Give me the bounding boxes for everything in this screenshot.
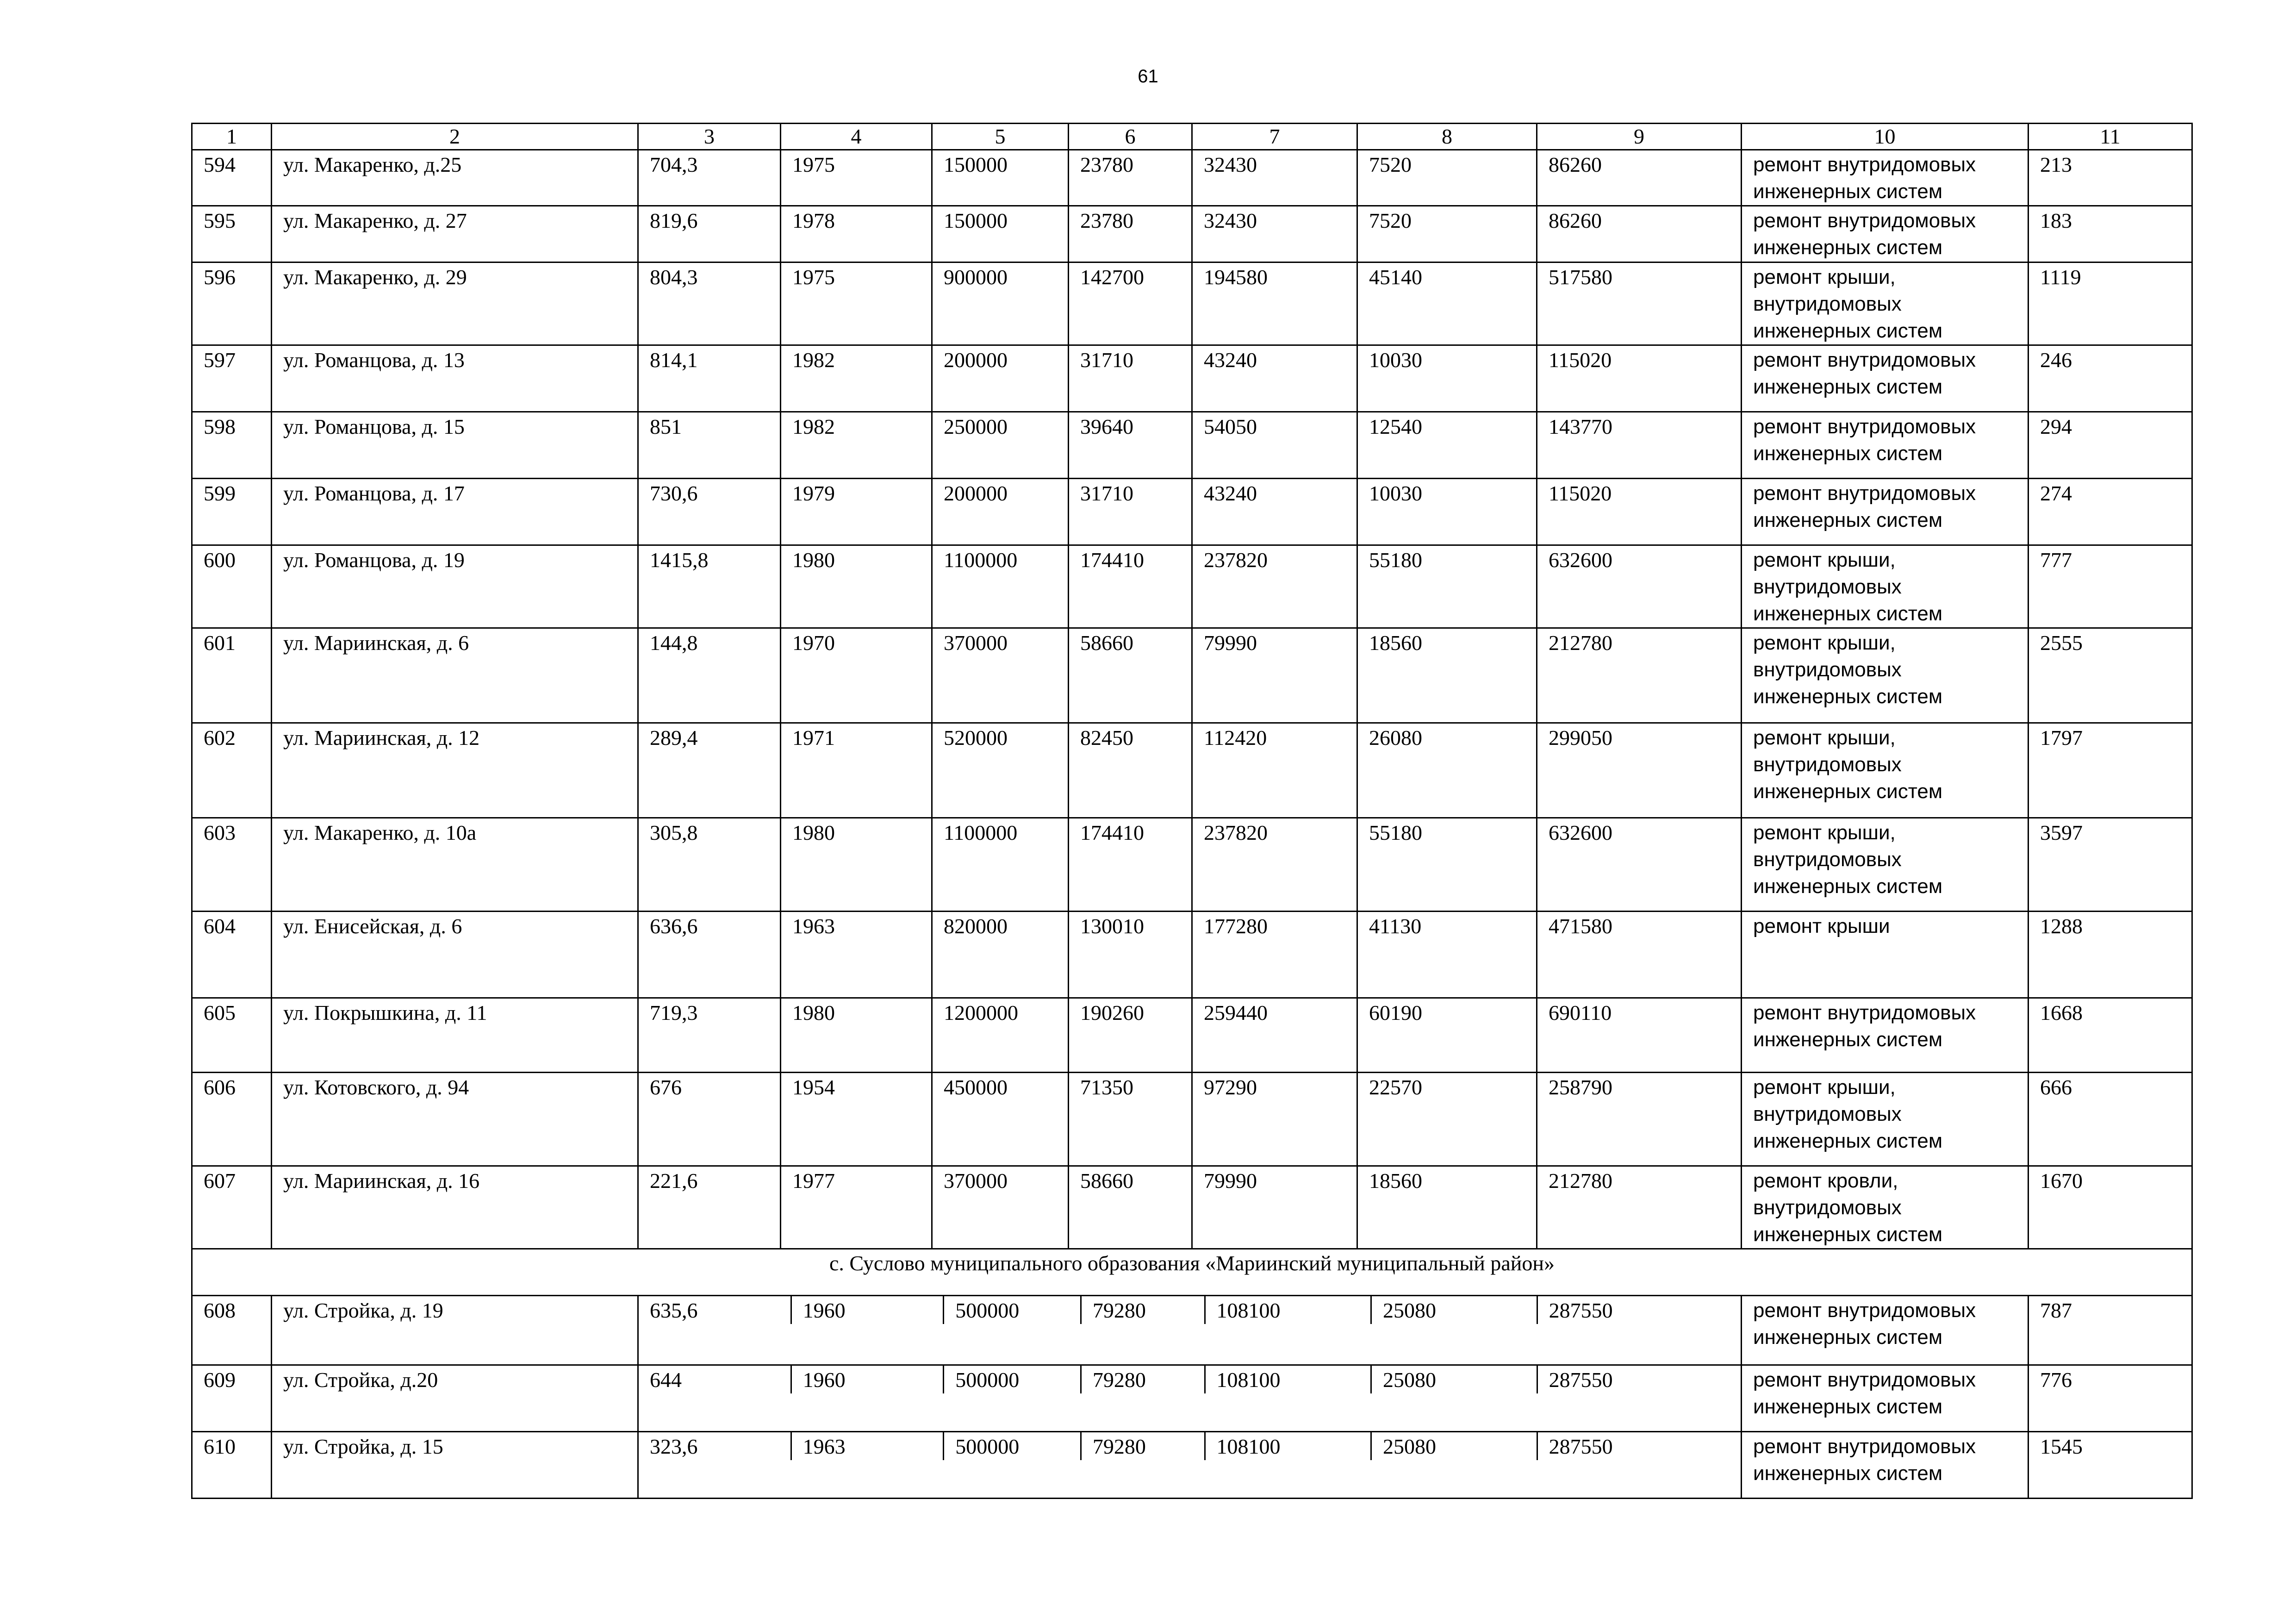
row-number: 609 — [192, 1365, 272, 1432]
cost-col-7: 112420 — [1192, 723, 1357, 818]
table-row — [192, 998, 2192, 1073]
cost-col-6: 58660 — [1069, 1166, 1192, 1249]
area: 851 — [638, 412, 781, 479]
year: 1977 — [781, 1166, 932, 1249]
row-number: 596 — [192, 262, 272, 345]
work-type: ремонт кровли, внутридомовых инженерных систем — [1742, 1166, 2028, 1249]
cost-col-9: 115020 — [1537, 479, 1742, 545]
work-type: ремонт внутридомовых инженерных систем — [1742, 1365, 2028, 1432]
cost-col-6: 23780 — [1069, 150, 1192, 206]
work-type: ремонт внутридомовых инженерных систем — [1742, 479, 2028, 545]
area: 636,6 — [638, 912, 781, 998]
row-number: 598 — [192, 412, 272, 479]
year: 1980 — [781, 818, 932, 912]
address: ул. Романцова, д. 19 — [272, 545, 638, 628]
cost-col-7: 194580 — [1192, 262, 1357, 345]
cost-col-6: 39640 — [1069, 412, 1192, 479]
work-type: ремонт крыши, внутридомовых инженерных систем — [1742, 723, 2028, 818]
cost-col-7: 237820 — [1192, 545, 1357, 628]
work-type: ремонт внутридомовых инженерных систем — [1742, 1432, 2028, 1499]
column-header: 5 — [932, 124, 1069, 150]
cost-col-9: 471580 — [1537, 912, 1742, 998]
work-type: ремонт крыши, внутридомовых инженерных систем — [1742, 1073, 2028, 1166]
address: ул. Макаренко, д. 29 — [272, 262, 638, 345]
address: ул. Енисейская, д. 6 — [272, 912, 638, 998]
row-number: 600 — [192, 545, 272, 628]
cost-col-8: 45140 — [1357, 262, 1537, 345]
cost-col-6: 174410 — [1069, 545, 1192, 628]
cost-col-9: 632600 — [1537, 545, 1742, 628]
cost-total: 370000 — [932, 628, 1069, 723]
cost-col-8: 55180 — [1357, 545, 1537, 628]
row-number: 607 — [192, 1166, 272, 1249]
table-row — [192, 628, 2192, 723]
cost-total: 200000 — [932, 345, 1069, 412]
section-title: с. Суслово муниципального образования «Мариинский муниципальный район» — [192, 1249, 2192, 1296]
table-row — [192, 412, 2192, 479]
year: 1963 — [792, 1432, 945, 1460]
year: 1980 — [781, 545, 932, 628]
cost-total: 820000 — [932, 912, 1069, 998]
values-group — [638, 1432, 1742, 1499]
table-row — [192, 818, 2192, 912]
row-number: 604 — [192, 912, 272, 998]
row-number: 606 — [192, 1073, 272, 1166]
cost-total: 500000 — [944, 1432, 1082, 1460]
cost-col-7: 43240 — [1192, 345, 1357, 412]
cost-col-9: 690110 — [1537, 998, 1742, 1073]
col-11-value: 2555 — [2028, 628, 2192, 723]
area: 814,1 — [638, 345, 781, 412]
work-type: ремонт крыши, внутридомовых инженерных систем — [1742, 545, 2028, 628]
cost-col-8: 60190 — [1357, 998, 1537, 1073]
column-header: 10 — [1742, 124, 2028, 150]
cost-col-9: 86260 — [1537, 150, 1742, 206]
cost-col-9: 299050 — [1537, 723, 1742, 818]
col-11-value: 294 — [2028, 412, 2192, 479]
cost-col-8: 7520 — [1357, 150, 1537, 206]
work-type: ремонт внутридомовых инженерных систем — [1742, 150, 2028, 206]
cost-col-9: 143770 — [1537, 412, 1742, 479]
col-11-value: 3597 — [2028, 818, 2192, 912]
column-header: 7 — [1192, 124, 1357, 150]
cost-col-6: 130010 — [1069, 912, 1192, 998]
cost-col-6: 79280 — [1082, 1366, 1206, 1393]
area: 704,3 — [638, 150, 781, 206]
address: ул. Стройка, д.20 — [272, 1365, 638, 1432]
column-header: 4 — [781, 124, 932, 150]
cost-col-6: 71350 — [1069, 1073, 1192, 1166]
table-row — [192, 912, 2192, 998]
cost-col-9: 287550 — [1549, 1299, 1613, 1322]
area: 804,3 — [638, 262, 781, 345]
row-number: 595 — [192, 206, 272, 262]
cost-col-7: 43240 — [1192, 479, 1357, 545]
work-type: ремонт внутридомовых инженерных систем — [1742, 206, 2028, 262]
address: ул. Романцова, д. 17 — [272, 479, 638, 545]
row-number: 608 — [192, 1296, 272, 1365]
col-11-value: 1668 — [2028, 998, 2192, 1073]
table-row — [192, 1296, 2192, 1365]
cost-col-7: 54050 — [1192, 412, 1357, 479]
column-header: 11 — [2028, 124, 2192, 150]
cost-total: 1100000 — [932, 545, 1069, 628]
cost-col-6: 79280 — [1082, 1296, 1206, 1324]
cost-total: 150000 — [932, 150, 1069, 206]
work-type: ремонт крыши, внутридомовых инженерных систем — [1742, 262, 2028, 345]
cost-col-9: 212780 — [1537, 628, 1742, 723]
area: 676 — [638, 1073, 781, 1166]
cost-col-8: 55180 — [1357, 818, 1537, 912]
column-header: 9 — [1537, 124, 1742, 150]
work-type: ремонт внутридомовых инженерных систем — [1742, 998, 2028, 1073]
area: 644 — [639, 1366, 792, 1393]
cost-col-7: 108100 — [1206, 1432, 1372, 1460]
cost-col-8: 41130 — [1357, 912, 1537, 998]
cost-col-7: 108100 — [1206, 1296, 1372, 1324]
cost-col-6: 142700 — [1069, 262, 1192, 345]
row-number: 597 — [192, 345, 272, 412]
year: 1960 — [792, 1366, 945, 1393]
cost-col-7: 108100 — [1206, 1366, 1372, 1393]
cost-col-9: 115020 — [1537, 345, 1742, 412]
cost-col-9: 258790 — [1537, 1073, 1742, 1166]
col-11-value: 1545 — [2028, 1432, 2192, 1499]
table-row — [192, 479, 2192, 545]
address: ул. Стройка, д. 15 — [272, 1432, 638, 1499]
year: 1975 — [781, 150, 932, 206]
cost-total: 370000 — [932, 1166, 1069, 1249]
table-row — [192, 262, 2192, 345]
cost-col-9: 212780 — [1537, 1166, 1742, 1249]
address: ул. Макаренко, д.25 — [272, 150, 638, 206]
row-number: 594 — [192, 150, 272, 206]
section-row — [192, 1249, 2192, 1296]
cost-total: 450000 — [932, 1073, 1069, 1166]
cost-col-6: 79280 — [1082, 1432, 1206, 1460]
cost-col-7: 79990 — [1192, 1166, 1357, 1249]
cost-total: 200000 — [932, 479, 1069, 545]
address: ул. Романцова, д. 13 — [272, 345, 638, 412]
cost-total: 1100000 — [932, 818, 1069, 912]
area: 221,6 — [638, 1166, 781, 1249]
work-type: ремонт крыши, внутридомовых инженерных систем — [1742, 628, 2028, 723]
work-type: ремонт крыши, внутридомовых инженерных систем — [1742, 818, 2028, 912]
address: ул. Мариинская, д. 16 — [272, 1166, 638, 1249]
cost-col-8: 22570 — [1357, 1073, 1537, 1166]
work-type: ремонт внутридомовых инженерных систем — [1742, 1296, 2028, 1365]
year: 1982 — [781, 412, 932, 479]
cost-total: 900000 — [932, 262, 1069, 345]
cost-col-8: 25080 — [1372, 1432, 1538, 1460]
col-11-value: 1119 — [2028, 262, 2192, 345]
address: ул. Мариинская, д. 6 — [272, 628, 638, 723]
col-11-value: 1288 — [2028, 912, 2192, 998]
table-row — [192, 1166, 2192, 1249]
cost-col-9: 632600 — [1537, 818, 1742, 912]
year: 1970 — [781, 628, 932, 723]
year: 1960 — [792, 1296, 945, 1324]
table-row — [192, 206, 2192, 262]
cost-col-8: 18560 — [1357, 1166, 1537, 1249]
cost-col-8: 12540 — [1357, 412, 1537, 479]
cost-col-7: 32430 — [1192, 150, 1357, 206]
table-row — [192, 1073, 2192, 1166]
cost-col-7: 237820 — [1192, 818, 1357, 912]
cost-col-6: 58660 — [1069, 628, 1192, 723]
year: 1971 — [781, 723, 932, 818]
cost-total: 1200000 — [932, 998, 1069, 1073]
table-row — [192, 723, 2192, 818]
address: ул. Романцова, д. 15 — [272, 412, 638, 479]
row-number: 610 — [192, 1432, 272, 1499]
col-11-value: 787 — [2028, 1296, 2192, 1365]
cost-total: 500000 — [944, 1366, 1082, 1393]
column-header: 6 — [1069, 124, 1192, 150]
row-number: 602 — [192, 723, 272, 818]
table-row — [192, 1432, 2192, 1499]
year: 1979 — [781, 479, 932, 545]
table-row — [192, 545, 2192, 628]
col-11-value: 776 — [2028, 1365, 2192, 1432]
col-11-value: 246 — [2028, 345, 2192, 412]
area: 1415,8 — [638, 545, 781, 628]
cost-col-6: 31710 — [1069, 345, 1192, 412]
cost-col-8: 10030 — [1357, 479, 1537, 545]
year: 1963 — [781, 912, 932, 998]
cost-col-6: 190260 — [1069, 998, 1192, 1073]
cost-col-6: 23780 — [1069, 206, 1192, 262]
cost-col-6: 31710 — [1069, 479, 1192, 545]
address: ул. Макаренко, д. 10а — [272, 818, 638, 912]
table-row — [192, 150, 2192, 206]
address: ул. Макаренко, д. 27 — [272, 206, 638, 262]
cost-col-6: 82450 — [1069, 723, 1192, 818]
table-row — [192, 345, 2192, 412]
col-11-value: 183 — [2028, 206, 2192, 262]
column-header: 3 — [638, 124, 781, 150]
address: ул. Стройка, д. 19 — [272, 1296, 638, 1365]
row-number: 603 — [192, 818, 272, 912]
cost-total: 500000 — [944, 1296, 1082, 1324]
col-11-value: 213 — [2028, 150, 2192, 206]
page-number: 61 — [1138, 66, 1158, 87]
column-header: 2 — [272, 124, 638, 150]
row-number: 605 — [192, 998, 272, 1073]
area: 730,6 — [638, 479, 781, 545]
cost-col-7: 32430 — [1192, 206, 1357, 262]
year: 1978 — [781, 206, 932, 262]
cost-col-7: 79990 — [1192, 628, 1357, 723]
year: 1982 — [781, 345, 932, 412]
cost-total: 150000 — [932, 206, 1069, 262]
cost-col-8: 26080 — [1357, 723, 1537, 818]
cost-col-8: 7520 — [1357, 206, 1537, 262]
table-row — [192, 1365, 2192, 1432]
col-11-value: 777 — [2028, 545, 2192, 628]
area: 289,4 — [638, 723, 781, 818]
area: 819,6 — [638, 206, 781, 262]
row-number: 599 — [192, 479, 272, 545]
work-type: ремонт крыши — [1742, 912, 2028, 998]
column-header: 1 — [192, 124, 272, 150]
year: 1975 — [781, 262, 932, 345]
cost-col-8: 25080 — [1372, 1296, 1538, 1324]
cost-col-8: 18560 — [1357, 628, 1537, 723]
cost-col-8: 25080 — [1372, 1366, 1538, 1393]
cost-col-9: 287550 — [1549, 1435, 1613, 1458]
area: 635,6 — [639, 1296, 792, 1324]
cost-col-9: 86260 — [1537, 206, 1742, 262]
repair-program-table — [191, 123, 2193, 1499]
area: 144,8 — [638, 628, 781, 723]
cost-col-7: 97290 — [1192, 1073, 1357, 1166]
address: ул. Покрышкина, д. 11 — [272, 998, 638, 1073]
column-header: 8 — [1357, 124, 1537, 150]
year: 1980 — [781, 998, 932, 1073]
cost-col-7: 177280 — [1192, 912, 1357, 998]
cost-total: 520000 — [932, 723, 1069, 818]
cost-col-6: 174410 — [1069, 818, 1192, 912]
address: ул. Котовского, д. 94 — [272, 1073, 638, 1166]
column-number-row — [192, 124, 2192, 150]
work-type: ремонт внутридомовых инженерных систем — [1742, 412, 2028, 479]
col-11-value: 274 — [2028, 479, 2192, 545]
area: 305,8 — [638, 818, 781, 912]
area: 719,3 — [638, 998, 781, 1073]
address: ул. Мариинская, д. 12 — [272, 723, 638, 818]
col-11-value: 1797 — [2028, 723, 2192, 818]
values-group — [638, 1296, 1742, 1365]
year: 1954 — [781, 1073, 932, 1166]
cost-col-9: 287550 — [1549, 1368, 1613, 1392]
col-11-value: 1670 — [2028, 1166, 2192, 1249]
cost-col-9: 517580 — [1537, 262, 1742, 345]
cost-col-8: 10030 — [1357, 345, 1537, 412]
area: 323,6 — [639, 1432, 792, 1460]
cost-col-7: 259440 — [1192, 998, 1357, 1073]
col-11-value: 666 — [2028, 1073, 2192, 1166]
values-group — [638, 1365, 1742, 1432]
row-number: 601 — [192, 628, 272, 723]
work-type: ремонт внутридомовых инженерных систем — [1742, 345, 2028, 412]
cost-total: 250000 — [932, 412, 1069, 479]
